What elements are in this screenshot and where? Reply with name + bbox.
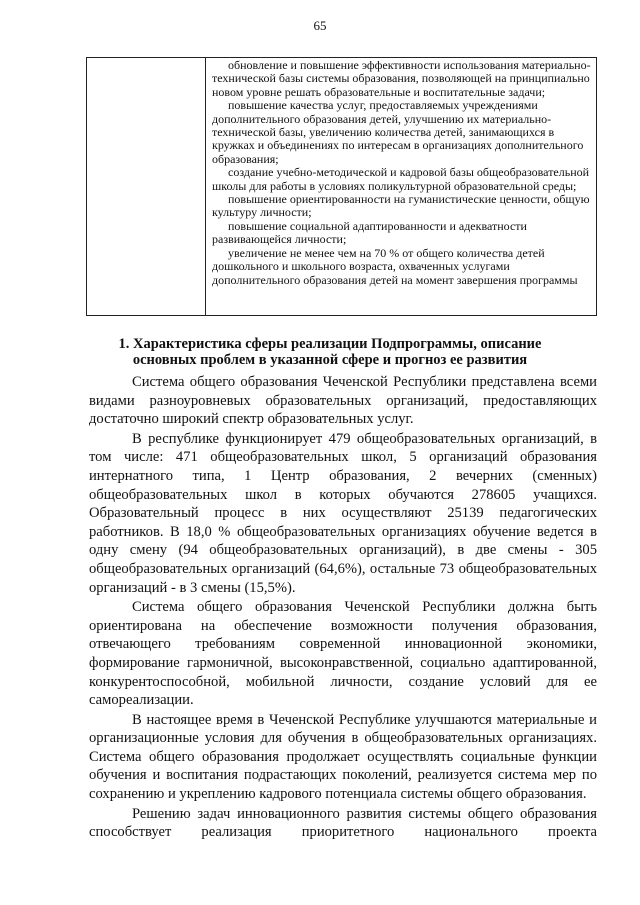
- goal-item: повышение социальной адаптированности и адекватности развивающейся личности;: [212, 218, 527, 247]
- goal-item: увеличение не менее чем на 70 % от общего количества детей дошкольного и школьного возраста, охваченных услугами дополнительного образования детей на момент завершения программы: [212, 245, 578, 287]
- table-left-cell: [87, 58, 206, 316]
- goal-item: повышение ориентированности на гуманистические ценности, общую культуру личности;: [212, 192, 590, 220]
- goal-item: повышение качества услуг, предоставляемых учреждениями дополнительного образования детей, улучшению их материально-технической базы, увеличению количества детей, занимающихся в кружках и объединениях по интересам в организациях дополнительного образования;: [212, 98, 584, 166]
- section-heading-line1: 1. Характеристика сферы реализации Подпрограммы, описание: [118, 336, 542, 352]
- body-paragraph: Решению задач инновационного развития системы общего образования способствует реализация приоритетного национального проекта: [89, 805, 597, 841]
- body-paragraph: В настоящее время в Чеченской Республике улучшаются материальные и организационные условия для обучения в общеобразовательных организациях. Система общего образования продолжает осуществлять социальные функции обучения и воспитания подрастающих поколений, реализуется система мер по сохранению и укреплению кадрового потенциала системы общего образования.: [89, 711, 597, 803]
- goal-item: обновление и повышение эффективности использования материально-технической базы системы образования, позволяющей на принципиально новом уровне решать образовательные и воспитательные задачи;: [212, 58, 591, 99]
- goal-item: создание учебно-методической и кадровой базы общеобразовательной школы для работы в условиях поликультурной образовательной среды;: [212, 165, 590, 193]
- page-number: 65: [313, 18, 327, 33]
- table-row: [87, 58, 597, 316]
- goals-table: [86, 57, 597, 316]
- table-right-cell: [206, 58, 597, 316]
- body-paragraph: Система общего образования Чеченской Республики должна быть ориентирована на обеспечение возможности получения образования, отвечающего требованиям современной инновационной экономики, формирование гармоничной, высоконравственной, социально адаптированной, конкурентоспособной, мобильной личности, создание условий для ее самореализации.: [89, 599, 597, 709]
- section-heading: [100, 336, 560, 368]
- section-heading-line2: основных проблем в указанной сфере и прогноз ее развития: [132, 352, 528, 368]
- section-body: [89, 373, 597, 843]
- body-paragraph: В республике функционирует 479 общеобразовательных организаций, в том числе: 471 общеобразовательных школ, 5 организаций образования интернатного типа, 1 Центр образования, 2 вечерних (сменных) общеобразовательных школ в которых обучаются 278605 учащихся. Образовательный процесс в них осуществляют 25139 педагогических работников. В 18,0 % общеобразовательных организациях обучение ведется в одну смену (94 общеобразовательных организаций), в две смены - 305 общеобразовательных организаций (64,6%), остальные 73 общеобразовательных организаций - в 3 смены (15,5%).: [89, 430, 597, 596]
- body-paragraph: Система общего образования Чеченской Республики представлена всеми видами разноуровневых образовательных организаций, предоставляющих достаточно широкий спектр образовательных услуг.: [89, 374, 597, 428]
